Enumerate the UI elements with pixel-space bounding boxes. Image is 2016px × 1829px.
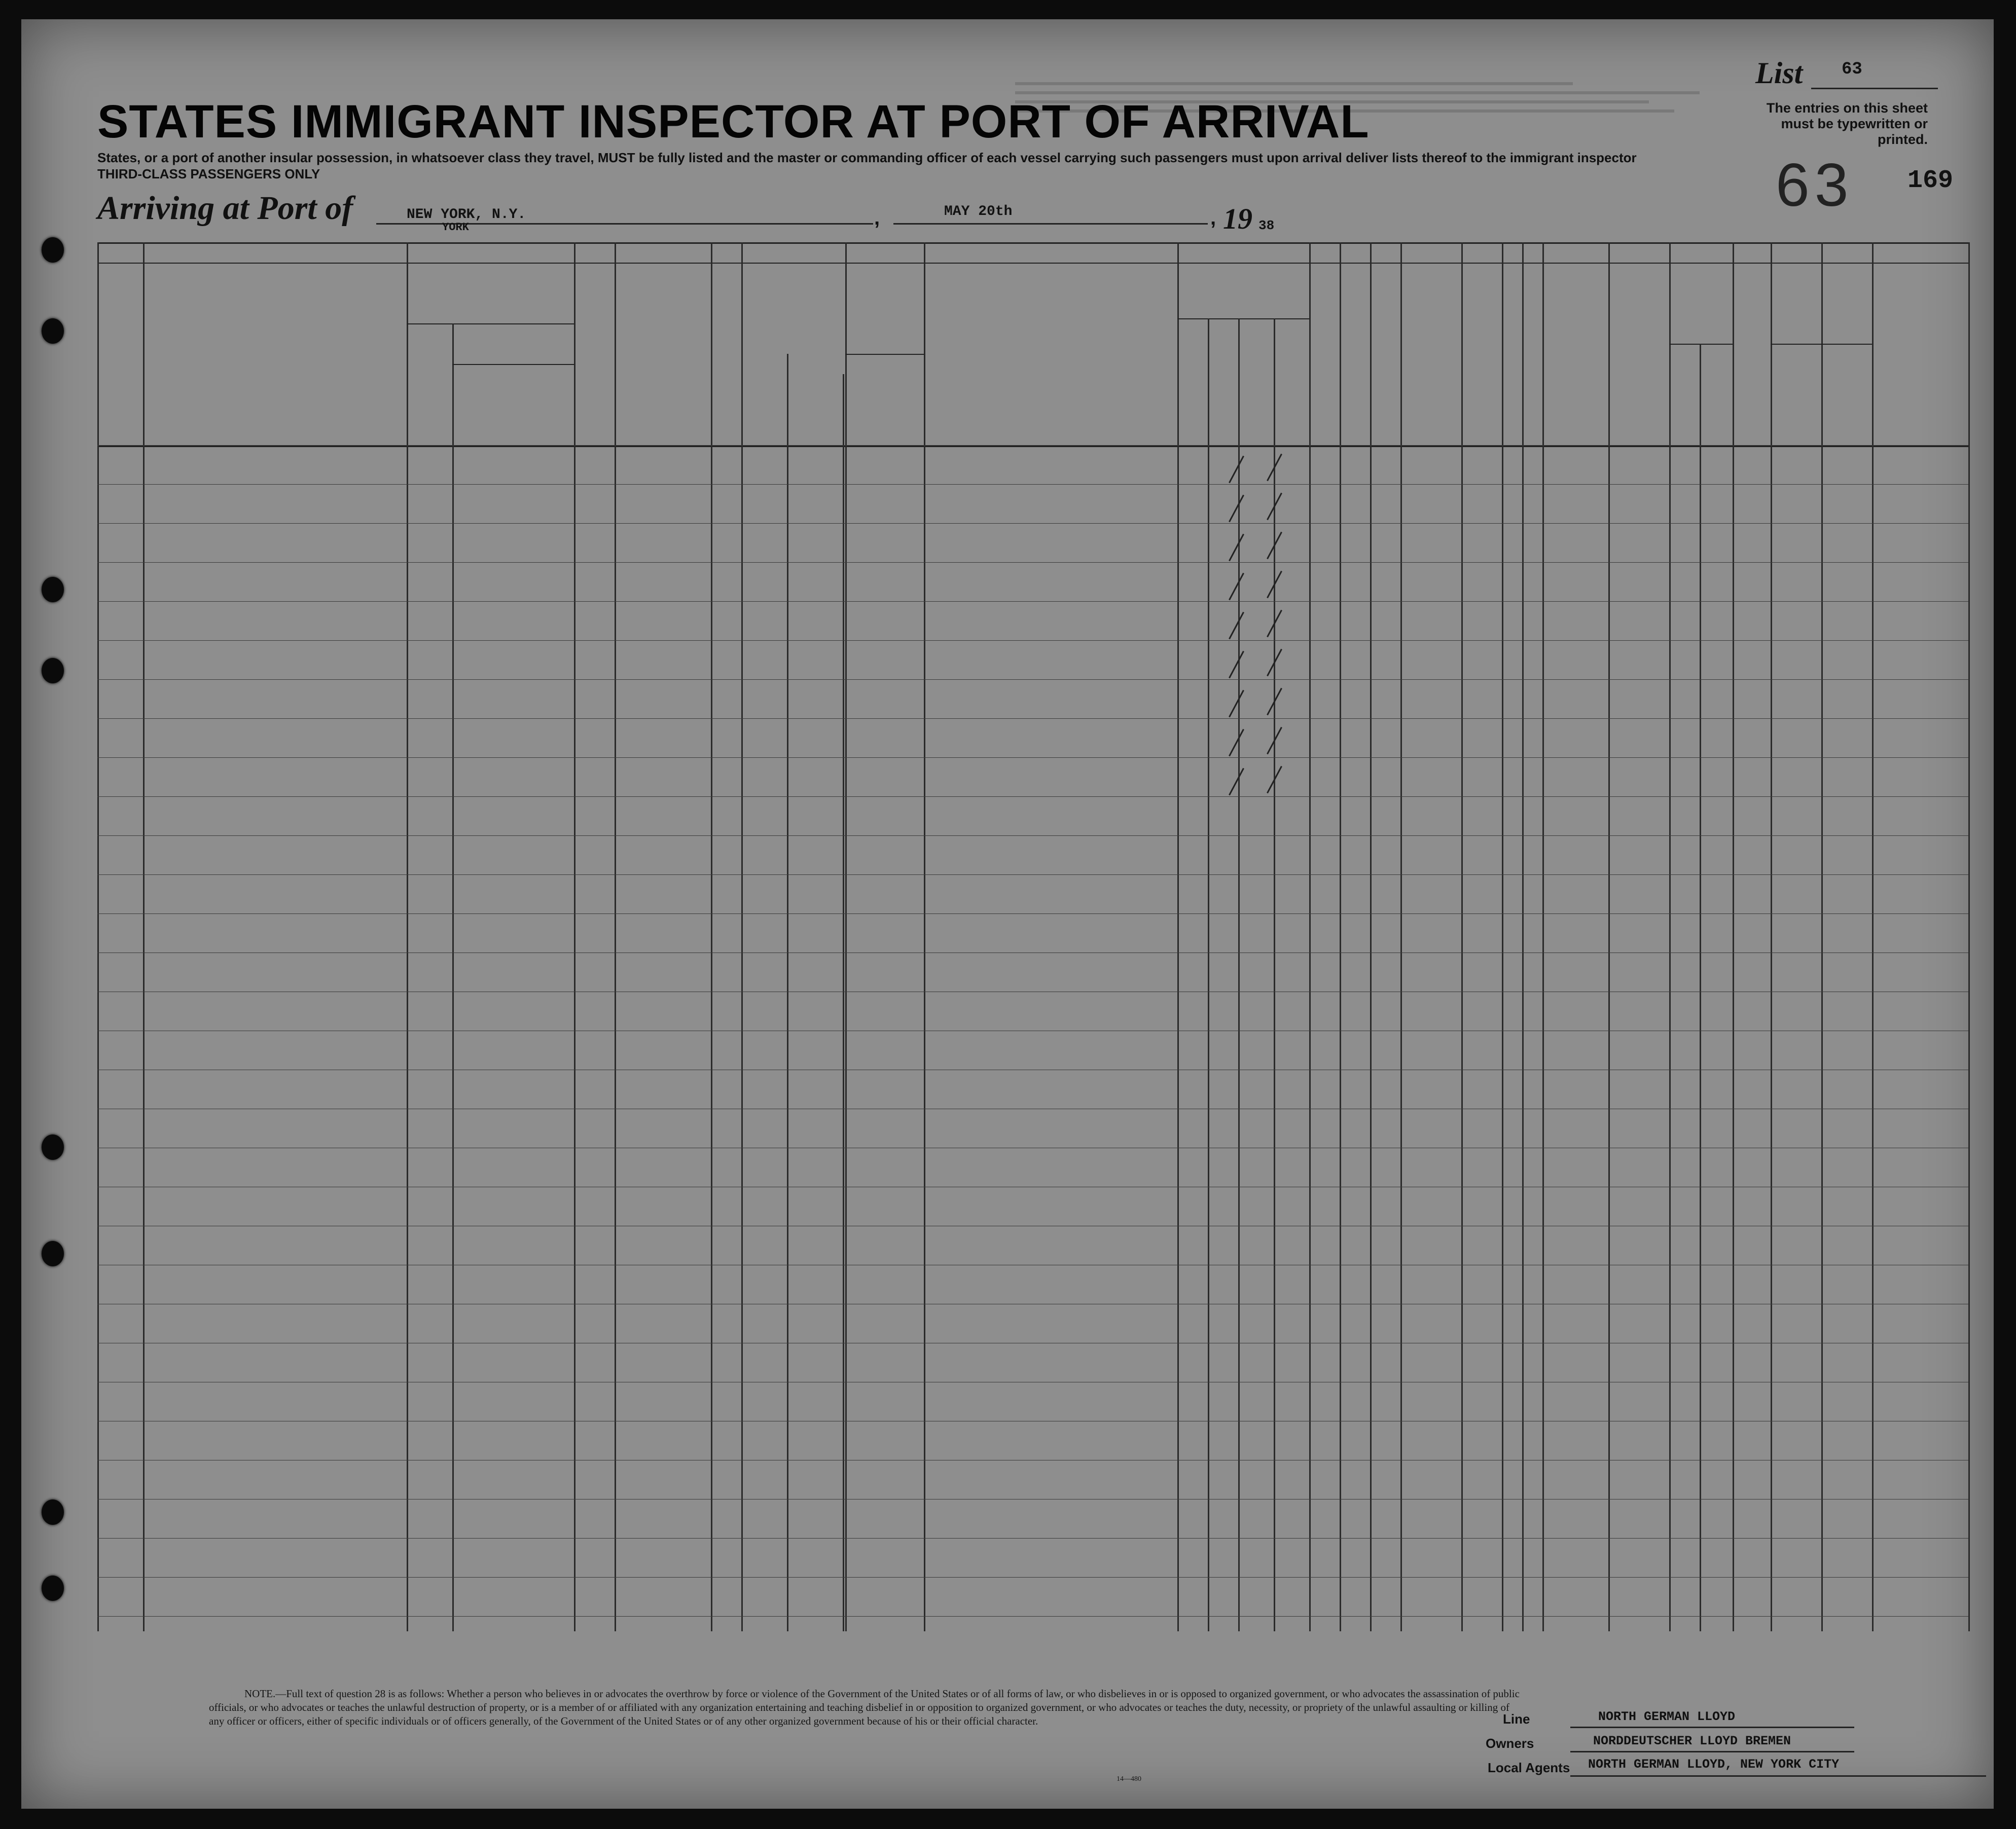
column-rule <box>1771 242 1772 1631</box>
state-city-top <box>452 364 574 365</box>
check-stroke <box>1229 768 1244 795</box>
binder-hole <box>42 1135 64 1160</box>
header-money <box>716 273 736 440</box>
row-rule <box>97 562 1968 563</box>
manifest-sheet <box>21 19 1994 1809</box>
column-rule <box>1340 242 1341 1631</box>
column-rule <box>615 242 616 1631</box>
header-inches <box>1704 405 1724 440</box>
footnote-q28: NOTE.—Full text of question 28 is as follows: Whether a person who believes in or advocates the overthrow by force or violence of the Government of the United States or of all forms of law, or who disbelieves in or is opposed to organized government, or who advocates the assassination of public officials, or who advocates or teaches the unlawful destruction of property, or is a member of or affiliated with any organization entertaining and teaching disbelief in or opposition to organized government, or who advocates or teaches the duty, necessity, or propriety of the unlawful assaulting or killing of any officer or officers, either of specific individuals or of officers generally, of the Government of the United States or of any other organized government because of his or their official character. <box>209 1688 1520 1727</box>
list-number: 63 <box>1842 60 1862 79</box>
column-rule <box>924 242 925 1631</box>
header-feet <box>1672 405 1692 440</box>
color-rule <box>1771 344 1872 345</box>
column-rule <box>1309 242 1311 1631</box>
row-rule <box>97 1538 1968 1539</box>
row-rule <box>97 601 1968 602</box>
column-rule <box>143 242 145 1631</box>
purpose-subrule <box>1208 318 1209 1631</box>
final-destination-rule <box>407 323 574 324</box>
owners-label: Owners <box>1486 1736 1534 1751</box>
row-rule <box>97 874 1968 875</box>
purpose-subrule <box>1238 318 1240 1631</box>
binder-hole <box>42 318 64 344</box>
row-rule <box>97 640 1968 641</box>
binder-hole <box>42 1241 64 1266</box>
column-rule <box>1461 242 1463 1631</box>
ifyes-left-rule <box>787 354 788 1631</box>
column-rule <box>1968 242 1970 1631</box>
agents-underline <box>1570 1775 1986 1777</box>
check-stroke <box>1229 573 1244 600</box>
line-underline <box>1570 1727 1854 1728</box>
check-stroke <box>1229 651 1244 678</box>
agents-value: NORTH GERMAN LLOYD, NEW YORK CITY <box>1588 1757 1840 1772</box>
header-polygamist <box>1345 293 1365 435</box>
row-rule <box>97 757 1968 758</box>
purpose-subrule <box>1274 318 1275 1631</box>
table-left-border <box>97 242 99 1631</box>
check-stroke <box>1229 690 1244 717</box>
form-code: 14—480 <box>1117 1775 1141 1783</box>
foreign-rule <box>452 323 454 364</box>
state-city-rule <box>452 364 454 1631</box>
column-rule <box>1502 242 1503 1631</box>
row-rule <box>97 718 1968 719</box>
row-rule <box>97 445 1968 446</box>
header-ticket <box>579 273 609 440</box>
where-rule <box>843 374 844 1631</box>
line-value: NORTH GERMAN LLOYD <box>1598 1709 1736 1724</box>
column-rule <box>1821 242 1823 1631</box>
column-rule <box>407 242 408 1631</box>
header-deported <box>1525 283 1540 435</box>
column-rule <box>1177 242 1179 1631</box>
header-excluded <box>1504 283 1520 435</box>
row-rule <box>97 484 1968 485</box>
owners-value: NORDDEUTSCHER LLOYD BREMEN <box>1593 1734 1791 1748</box>
sheet-stamp: 63 <box>1776 151 1854 219</box>
header-overthrow <box>1421 283 1446 435</box>
column-rule <box>1608 242 1610 1631</box>
column-rule <box>1733 242 1734 1631</box>
binder-hole <box>42 577 64 602</box>
header-anarchist <box>1375 293 1395 435</box>
feet-inches-rule <box>1700 344 1701 1631</box>
binder-hole <box>42 1499 64 1525</box>
column-rule <box>1872 242 1874 1631</box>
year-prefix: 19 <box>1223 202 1252 235</box>
page-title: STATES IMMIGRANT INSPECTOR AT PORT OF ARRIVAL <box>97 96 1370 148</box>
column-rule <box>1542 242 1544 1631</box>
arriving-label: Arriving at Port of <box>97 190 353 227</box>
column-rule <box>574 242 575 1631</box>
check-stroke <box>1229 456 1244 483</box>
manifest-table <box>21 19 1994 1809</box>
port-value: NEW YORK, N.Y. <box>407 207 526 223</box>
purpose-rule <box>1177 318 1309 319</box>
ever-before-rule <box>845 354 924 355</box>
class-line: THIRD-CLASS PASSENGERS ONLY <box>97 166 320 181</box>
column-number-rule <box>97 263 1968 264</box>
comma: , <box>874 207 880 229</box>
column-rule <box>711 242 712 1631</box>
row-rule <box>97 835 1968 836</box>
owners-underline <box>1570 1751 1854 1752</box>
header-offer <box>1469 283 1494 435</box>
comma-2: , <box>1210 207 1216 229</box>
row-rule <box>97 913 1968 914</box>
binder-hole <box>42 658 64 683</box>
check-stroke <box>1229 612 1244 639</box>
line-label: Line <box>1503 1711 1530 1727</box>
row-rule <box>97 796 1968 797</box>
check-stroke <box>1229 729 1244 756</box>
subtitle-line: States, or a port of another insular possession, in whatsoever class they travel, MUST be fully listed and the master or commanding officer of each vessel carrying such passengers must upon arrival deliver lists thereof to the immigrant inspector <box>97 150 1637 165</box>
row-rule <box>97 1616 1968 1617</box>
row-rule <box>97 523 1968 524</box>
column-rule <box>1400 242 1402 1631</box>
column-rule <box>1522 242 1524 1631</box>
arrival-date: MAY 20th <box>944 204 1013 220</box>
list-label: List <box>1755 56 1803 90</box>
agents-label: Local Agents <box>1488 1760 1570 1775</box>
row-rule <box>97 1577 1968 1578</box>
column-rule <box>741 242 743 1631</box>
check-stroke <box>1229 534 1244 561</box>
binder-hole <box>42 237 64 263</box>
column-rule <box>1370 242 1372 1631</box>
sheet-stamp-small: 169 <box>1907 166 1954 195</box>
binder-hole <box>42 1576 64 1601</box>
table-top-border <box>97 242 1968 244</box>
row-rule <box>97 679 1968 680</box>
column-rule <box>845 242 847 1631</box>
header-prison <box>1314 283 1335 435</box>
port-correction: YORK <box>442 221 469 234</box>
check-stroke <box>1229 495 1244 522</box>
year-suffix: 38 <box>1258 218 1275 233</box>
column-rule <box>1669 242 1671 1631</box>
instructions: The entries on this sheet must be typewritten or printed. <box>1766 100 1928 147</box>
